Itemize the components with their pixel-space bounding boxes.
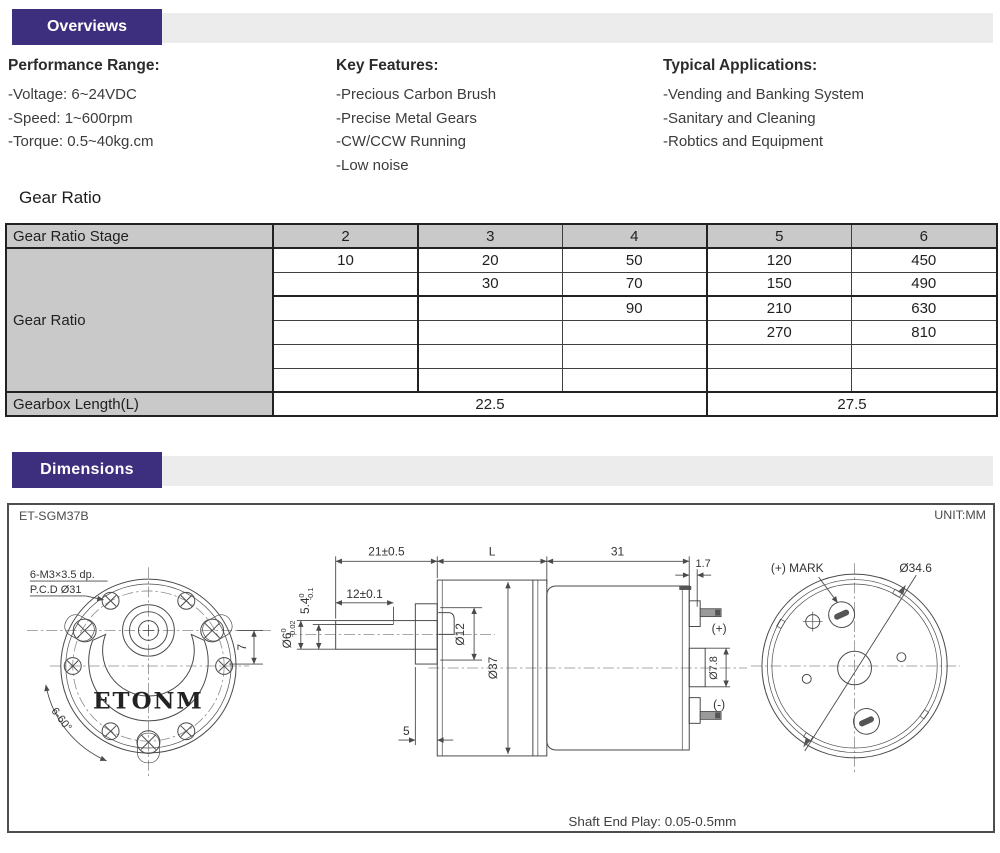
gear-ratio-cell [418,368,562,392]
offset-dim-label: 7 [234,643,250,651]
table-footer-row [6,392,997,416]
dimensions-badge [12,452,162,488]
gear-ratio-cell [562,344,707,368]
flat-dimension [336,587,394,621]
brush-housing [689,698,700,724]
application-item: -Sanitary and Cleaning [663,109,816,127]
table-row [6,248,997,272]
mark-label: (+) MARK [770,561,824,576]
dim-31-label: 31 [610,544,625,559]
dim-21-label: 21±0.5 [368,544,405,559]
gear-ratio-cell [273,272,418,296]
terminal-minus-label: (-) [713,697,726,712]
length-dimensions [336,544,711,618]
gearbox-length-value: 22.5 [273,392,707,416]
header-stage-5: 5 [707,224,851,248]
header-gear-ratio-stage: Gear Ratio Stage [6,224,273,248]
shaft-boss [415,604,437,664]
thread-note: 6-M3×3.5 dp. [29,569,95,582]
gear-ratio-cell [418,344,562,368]
header-stage-2: 2 [273,224,418,248]
terminal-plus-label: (+) [711,621,727,636]
gear-ratio-cell [562,320,707,344]
gear-ratio-cell: 50 [562,248,707,272]
gear-ratio-cell [273,296,418,320]
gearbox-length-label: Gearbox Length(L) [6,392,273,416]
performance-range-column [8,57,160,154]
dim-d6-label: $Ø6^0-0.02$ [278,620,297,649]
boss-diameter-dimension [705,648,730,687]
gear-ratio-cell [851,344,997,368]
header-stage-4: 4 [562,224,707,248]
gear-ratio-cell: 490 [851,272,997,296]
gear-ratio-cell [707,344,851,368]
gear-ratio-cell: 30 [418,272,562,296]
dim-12-label: 12±0.1 [346,586,383,601]
feature-item: -Precise Metal Gears [336,109,477,127]
gear-ratio-cell [707,368,851,392]
unit-label: UNIT:MM [934,507,987,522]
gear-ratio-cell: 210 [707,296,851,320]
gearbox-length-value: 27.5 [707,392,997,416]
header-stage-6: 6 [851,224,997,248]
dimensions-badge-label: Dimensions [40,461,134,478]
gear-ratio-cell: 120 [707,248,851,272]
feature-item: -Precious Carbon Brush [336,86,497,103]
table-header-row [6,224,997,248]
dim-5-4-label: $5.4^0-0.1$ [296,587,315,615]
gear-ratio-cell [418,320,562,344]
gear-ratio-cell: 450 [851,248,997,272]
gear-ratio-cell [851,368,997,392]
gear-ratio-cell [273,344,418,368]
side-view [279,544,747,755]
gear-ratio-cell: 90 [562,296,707,320]
gear-ratio-cell: 270 [707,320,851,344]
brush-housing [689,601,700,627]
performance-item: -Voltage: 6~24VDC [8,86,137,103]
application-item: -Vending and Banking System [663,86,864,103]
key-features-column [336,57,496,177]
typical-applications-column [663,57,864,154]
technical-drawing-panel [7,503,995,833]
gear-ratio-cell: 630 [851,296,997,320]
gearbox-diameter-dimension [486,582,508,754]
gear-ratio-cell: 20 [418,248,562,272]
terminal-positive [824,598,858,632]
dim-d37-label: Ø37 [485,656,501,680]
back-view [751,561,960,772]
typical-applications-title: Typical Applications: [663,57,818,74]
dim-1-7-label: 1.7 [695,558,711,571]
dim-5-label: 5 [403,724,410,739]
gear-ratio-cell: 150 [707,272,851,296]
header-stage-3: 3 [418,224,562,248]
performance-range-title: Performance Range: [8,57,160,74]
gear-ratio-cell: 70 [562,272,707,296]
dim-L-label: L [488,544,496,559]
boss-width-dimension [398,667,453,745]
gear-ratio-cell [273,320,418,344]
gear-ratio-heading: Gear Ratio [19,188,102,207]
gear-ratio-cell [562,368,707,392]
flat-height-dimension [297,588,336,650]
feature-item: -CW/CCW Running [336,133,467,150]
overviews-badge-text: Overviews [46,18,128,35]
rear-bearing-boss [689,648,705,687]
gear-ratio-cell [418,296,562,320]
technical-drawing [9,505,993,831]
angle-dim-label: 6-60° [48,705,74,734]
brand-logo: ETONM [93,688,204,715]
output-shaft [336,621,438,650]
key-features-title: Key Features: [336,57,439,74]
gear-ratio-cell [273,368,418,392]
gear-ratio-cell: 810 [851,320,997,344]
dia-34-6-label: Ø34.6 [899,561,932,576]
gear-ratio-cell: 10 [273,248,418,272]
gear-ratio-row-label: Gear Ratio [6,248,273,392]
performance-item: -Speed: 1~600rpm [8,109,133,127]
feature-item: -Low noise [336,156,409,174]
offset-dimension [229,630,263,664]
dim-d12-label: Ø12 [453,623,468,646]
gear-ratio-table [5,223,998,417]
dim-d7-8-label: Ø7.8 [708,656,721,680]
front-view [27,567,271,776]
shaft-end-play-note: Shaft End Play: 0.05-0.5mm [568,814,737,830]
polarity-mark [803,612,823,632]
performance-item: -Torque: 0.5~40kg.cm [8,133,154,150]
pcd-note: P.C.D Ø31 [29,583,82,596]
application-item: -Robtics and Equipment [663,133,824,150]
model-number: ET-SGM37B [18,508,89,523]
